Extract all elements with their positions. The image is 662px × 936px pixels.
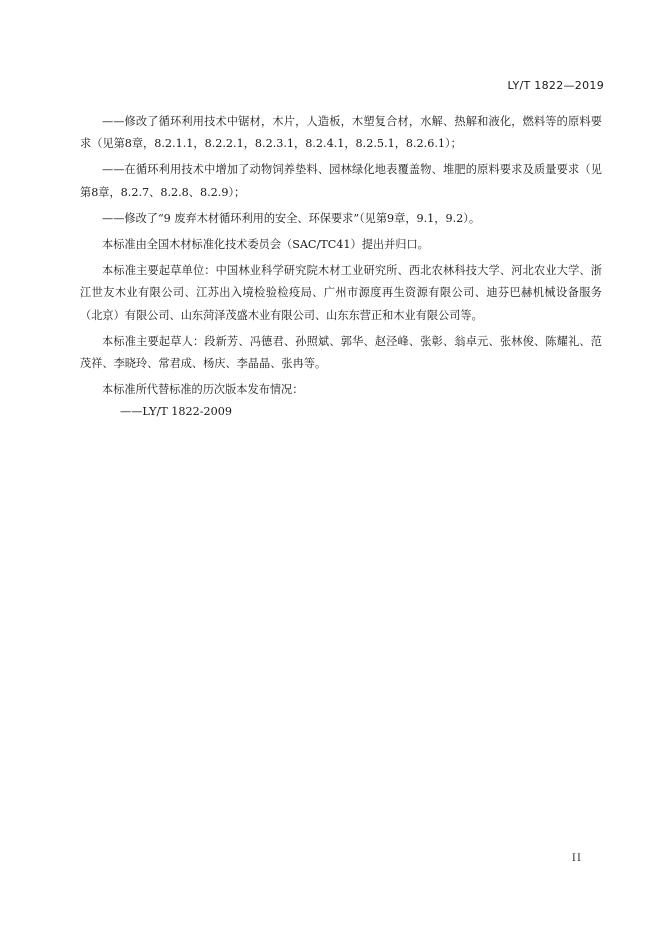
drafting-organizations: 本标准主要起草单位：中国林业科学研究院木材工业研究所、西北农林科技大学、河北农业大学、浙江世友木业有限公司、江苏出入境检验检疫局、广州市源度再生资源有限公司、迪芬巴赫机械设备服务（北京）有限公司、山东菏泽茂盛木业有限公司、山东东营正和木业有限公司等。 xyxy=(80,264,602,322)
previous-editions-heading: 本标准所代替标准的历次版本发布情况： xyxy=(102,383,304,397)
previous-edition-item: ——LY/T 1822-2009 xyxy=(120,405,232,419)
change-item-added-requirements: ——在循环利用技术中增加了动物饲养垫料、园林绿化地表覆盖物、堆肥的原料要求及质量要求（见第8章，8.2.7、8.2.8、8.2.9）； xyxy=(80,163,602,199)
standard-code-header: LY/T 1822—2019 xyxy=(507,79,604,92)
foreword-body xyxy=(80,111,602,424)
change-item-raw-material: ——修改了循环利用技术中锯材，木片，人造板，木塑复合材，水解、热解和液化，燃料等的原料要求（见第8章，8.2.1.1，8.2.2.1，8.2.3.1，8.2.4.1，8.2.5.1，8.2.6.1）； xyxy=(80,115,602,151)
proposing-committee-statement: 本标准由全国木材标准化技术委员会（SAC/TC41）提出并归口。 xyxy=(102,238,429,252)
page-number: II xyxy=(571,852,582,864)
change-item-safety-environment: ——修改了“9 废弃木材循环利用的安全、环保要求”（见第9章，9.1，9.2）。 xyxy=(102,211,481,225)
drafting-persons: 本标准主要起草人：段新芳、冯德君、孙照斌、郭华、赵泾峰、张彰、翁卓元、张林俊、陈耀礼、范茂祥、李晓玲、常君成、杨庆、李晶晶、张冉等。 xyxy=(80,334,602,371)
